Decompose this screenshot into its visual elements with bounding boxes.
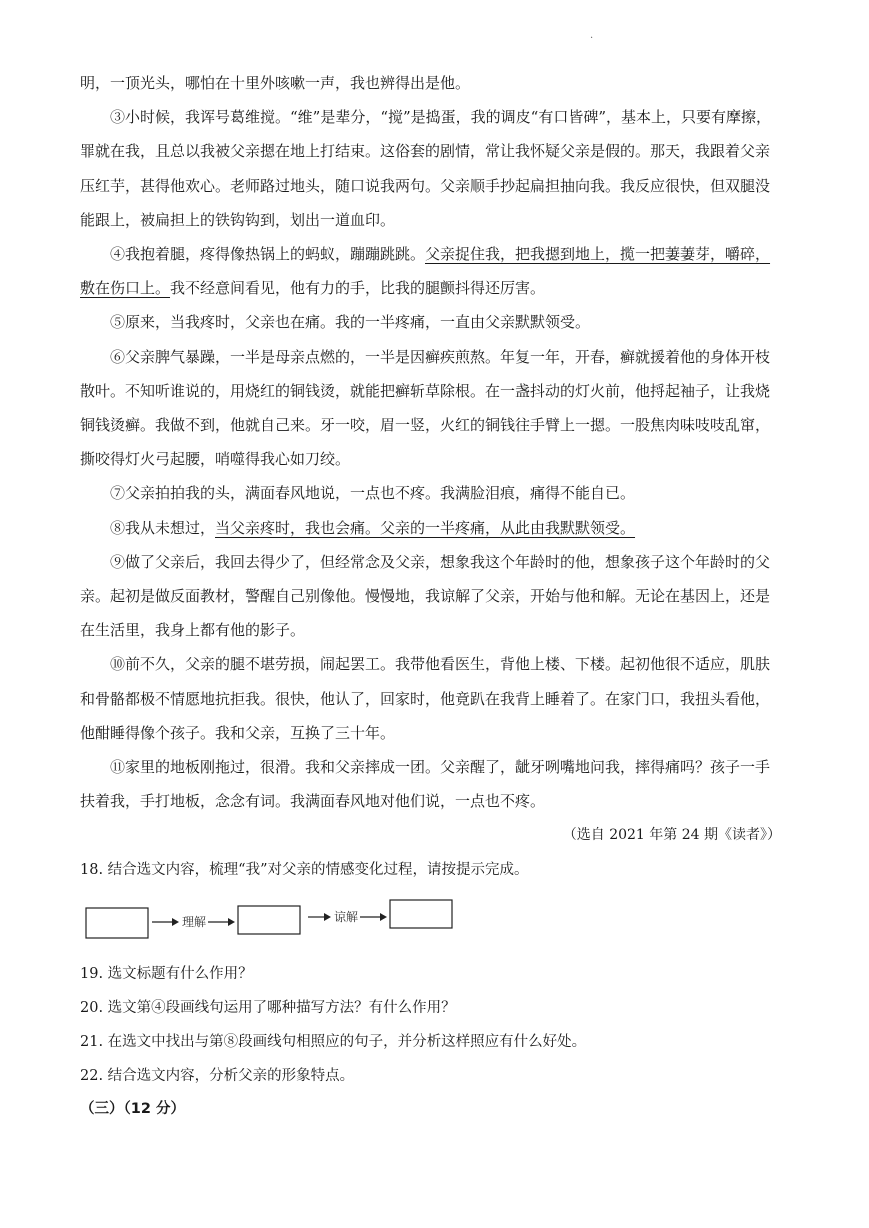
passage-line bbox=[110, 757, 770, 777]
flow-label-2: 谅解 bbox=[334, 910, 359, 924]
passage-line bbox=[80, 73, 470, 93]
passage-line bbox=[110, 654, 770, 674]
passage-text: 罪就在我，且总以我被父亲摁在地上打结束。这俗套的剧情，常让我怀疑父亲是假的。那天，我跟着父亲 bbox=[80, 142, 771, 161]
blank-box-2 bbox=[238, 906, 300, 934]
question-20: 20. 选文第④段画线句运用了哪种描写方法？有什么作用？ bbox=[80, 1000, 456, 1016]
passage-line bbox=[80, 141, 770, 161]
underlined-sentence: 当父亲疼时，我也会痛。父亲的一半疼痛，从此由我默默领受。 bbox=[215, 518, 636, 537]
passage-text: ⑧我从未想过， bbox=[110, 518, 216, 537]
passage-text: ⑤原来，当我疼时，父亲也在痛。我的一半疼痛，一直由父亲默默领受。 bbox=[110, 313, 591, 332]
passage-text: 散叶。不知听谁说的，用烧红的铜钱烫，就能把癣斩草除根。在一盏抖动的灯火前，他捋起袖子，让我烧 bbox=[80, 381, 771, 400]
passage-line bbox=[80, 381, 770, 401]
flow-arrow-head-3 bbox=[324, 913, 331, 921]
emotion-flow-diagram bbox=[84, 896, 464, 946]
passage-text: 我不经意间看见，他有力的手，比我的腿颤抖得还厉害。 bbox=[170, 279, 546, 298]
section-heading: （三）（12 分） bbox=[80, 1101, 185, 1117]
passage-text: ⑥父亲脾气暴躁，一半是母亲点燃的，一半是因癣疾煎熬。年复一年，开春，癣就援着他的身体开枝 bbox=[110, 347, 771, 366]
passage-text: ⑨做了父亲后，我回去得少了，但经常念及父亲，想象我这个年龄时的他，想象孩子这个年龄时的父 bbox=[110, 552, 771, 571]
passage-line bbox=[110, 107, 771, 127]
passage-line bbox=[110, 483, 635, 503]
passage-text: 扶着我，手打地板，念念有词。我满面春风地对他们说，一点也不疼。 bbox=[80, 792, 546, 811]
source-citation: （选自 2021 年第 24 期《读者》） bbox=[562, 827, 781, 843]
flow-arrow-head-2 bbox=[228, 918, 235, 926]
passage-line bbox=[80, 449, 350, 469]
passage-text: ⑦父亲拍拍我的头，满面春风地说，一点也不疼。我满脸泪痕，痛得不能自已。 bbox=[110, 484, 636, 503]
question-18: 18. 结合选文内容，梳理“我”对父亲的情感变化过程，请按提示完成。 bbox=[80, 862, 529, 878]
passage-text: 能跟上，被扁担上的铁钩钩到，划出一道血印。 bbox=[80, 210, 396, 229]
passage-line bbox=[110, 518, 635, 538]
passage-line bbox=[80, 210, 395, 230]
flow-arrow-head-1 bbox=[172, 918, 179, 926]
passage-text: 在生活里，我身上都有他的影子。 bbox=[80, 621, 306, 640]
underlined-sentence: 敷在伤口上。 bbox=[80, 279, 171, 298]
passage-line bbox=[110, 244, 770, 264]
passage-text: ③小时候，我诨号葛维搅。“维”是辈分，“搅”是捣蛋，我的调皮“有口皆碑”，基本上，只要有摩擦， bbox=[110, 108, 772, 127]
passage-line bbox=[80, 689, 770, 709]
underlined-sentence: 父亲捉住我，把我摁到地上，揽一把萋萋芽，嚼碎， bbox=[425, 245, 771, 263]
passage-text: ④我抱着腿，疼得像热锅上的蚂蚁，蹦蹦跳跳。 bbox=[110, 245, 426, 263]
blank-box-3 bbox=[390, 900, 452, 928]
question-19: 19. 选文标题有什么作用？ bbox=[80, 966, 253, 982]
passage-line bbox=[80, 586, 770, 606]
passage-text: 压红芋，甚得他欢心。老师路过地头，随口说我两句。父亲顺手抄起扁担抽向我。我反应很快，但双腿没 bbox=[80, 176, 771, 195]
passage-text: 亲。起初是做反面教材，警醒自己别像他。慢慢地，我谅解了父亲，开始与他和解。无论在基因上，还是 bbox=[80, 587, 771, 605]
passage-text: 铜钱烫癣。我做不到，他就自己来。牙一咬，眉一竖，火红的铜钱往手臂上一摁。一股焦肉味吱吱乱窜， bbox=[80, 416, 771, 434]
question-22: 22. 结合选文内容，分析父亲的形象特点。 bbox=[80, 1068, 355, 1084]
flow-arrow-head-4 bbox=[380, 913, 387, 921]
passage-line bbox=[110, 552, 770, 572]
passage-line bbox=[80, 176, 770, 196]
passage-text: 撕咬得灯火弓起腰，哨噬得我心如刀绞。 bbox=[80, 450, 351, 469]
header-mark: . bbox=[590, 30, 594, 41]
passage-line bbox=[80, 620, 305, 640]
passage-line bbox=[80, 791, 545, 811]
passage-line bbox=[80, 415, 770, 435]
passage-text: ⑪家里的地板刚拖过，很滑。我和父亲摔成一团。父亲醒了，龇牙咧嘴地问我，摔得痛吗？孩子一手 bbox=[110, 758, 771, 776]
passage-text: 和骨骼都极不情愿地抗拒我。很快，他认了，回家时，他竟趴在我背上睡着了。在家门口，我扭头看他， bbox=[80, 689, 771, 708]
passage-line bbox=[110, 347, 770, 367]
passage-line bbox=[80, 278, 545, 298]
question-21: 21. 在选文中找出与第⑧段画线句相照应的句子，并分析这样照应有什么好处。 bbox=[80, 1034, 587, 1050]
flow-label-1: 理解 bbox=[182, 915, 207, 929]
passage-text: ⑩前不久，父亲的腿不堪劳损，闹起罢工。我带他看医生，背他上楼、下楼。起初他很不适应，肌肤 bbox=[110, 655, 771, 674]
passage-text: 明，一顶光头，哪怕在十里外咳嗽一声，我也辨得出是他。 bbox=[80, 74, 471, 92]
passage-text: 他酣睡得像个孩子。我和父亲，互换了三十年。 bbox=[80, 723, 396, 742]
passage-line bbox=[110, 312, 590, 332]
passage-line bbox=[80, 723, 395, 743]
blank-box-1 bbox=[86, 908, 148, 938]
